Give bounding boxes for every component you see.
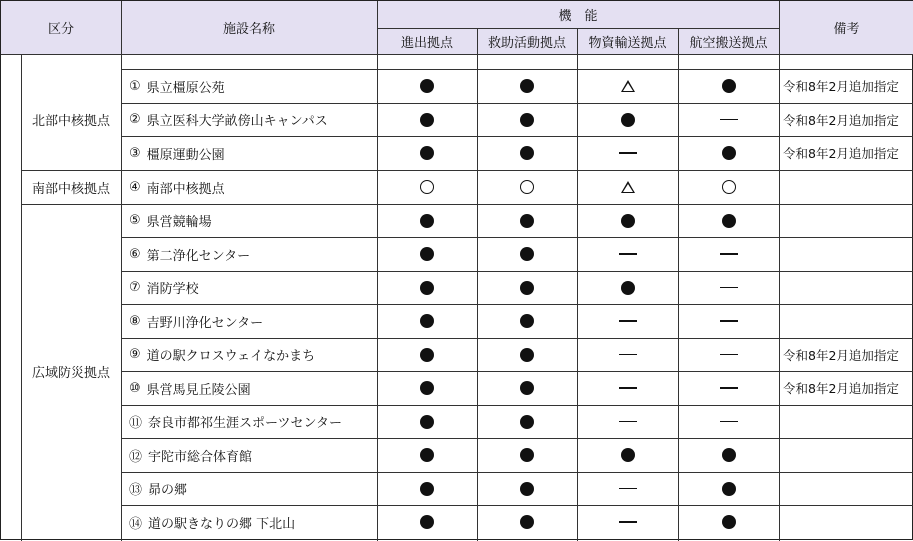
note-cell: [779, 304, 913, 338]
filled-circle-icon: [722, 448, 736, 462]
facility-number: ⑩: [129, 380, 141, 396]
function-mark-cell: [678, 338, 779, 371]
function-mark-cell: [577, 170, 678, 204]
filled-circle-icon: [420, 515, 434, 529]
facility-name: [121, 204, 377, 237]
filled-circle-icon: [520, 415, 534, 429]
note-cell: [779, 405, 913, 438]
dash-icon: [619, 488, 637, 490]
grid-line: [121, 438, 913, 439]
function-mark-cell: [678, 472, 779, 505]
function-mark-cell: [377, 405, 477, 438]
dash-icon: [720, 354, 738, 356]
facility-name: [121, 472, 377, 505]
facility-label: 消防学校: [146, 282, 199, 297]
function-mark-cell: [678, 505, 779, 539]
facility-label: 県立医科大学畝傍山キャンパス: [146, 114, 328, 129]
function-mark-cell: [577, 338, 678, 371]
note-cell: [779, 505, 913, 539]
function-mark-cell: [678, 103, 779, 136]
filled-circle-icon: [621, 214, 635, 228]
filled-circle-icon: [520, 314, 534, 328]
filled-circle-icon: [420, 113, 434, 127]
grid-line: [21, 204, 121, 205]
header-function: 機 能: [558, 9, 598, 24]
function-mark-cell: [678, 438, 779, 472]
note-cell: 令和8年2月追加指定: [783, 79, 899, 94]
function-mark-cell: [678, 136, 779, 170]
grid-line: [121, 170, 913, 171]
header-note: 備考: [833, 22, 860, 37]
filled-circle-icon: [520, 281, 534, 295]
grid-line: [21, 170, 121, 171]
function-mark-cell: [577, 505, 678, 539]
note-cell: 令和8年2月追加指定: [783, 146, 899, 161]
facility-name: [121, 405, 377, 438]
filled-circle-icon: [520, 348, 534, 362]
function-mark-cell: [377, 204, 477, 237]
facility-number: ⑪: [129, 416, 143, 431]
header-category: 区分: [47, 22, 74, 37]
facility-number: ⑭: [129, 516, 143, 532]
open-circle-icon: [520, 180, 534, 194]
header-function-supply: 物資輸送拠点: [588, 35, 667, 51]
facility-number: ⑬: [129, 483, 143, 498]
facility-label: 県立橿原公苑: [146, 80, 225, 96]
triangle-icon: [621, 80, 635, 92]
filled-circle-icon: [520, 448, 534, 462]
filled-circle-icon: [621, 281, 635, 295]
filled-circle-icon: [621, 448, 635, 462]
header-facility-name: 施設名称: [222, 22, 275, 37]
function-mark-cell: [678, 304, 779, 338]
grid-line: [121, 103, 913, 104]
note-cell: [779, 204, 913, 237]
facility-name: [121, 338, 377, 371]
dash-icon: [720, 287, 738, 289]
function-mark-cell: [577, 438, 678, 472]
function-mark-cell: [477, 69, 577, 103]
function-mark-cell: [577, 204, 678, 237]
function-mark-cell: [678, 237, 779, 271]
function-mark-cell: [477, 271, 577, 304]
dash-icon: [720, 387, 738, 389]
facility-label: 道の駅クロスウェイなかまち: [146, 349, 316, 364]
triangle-icon: [621, 181, 635, 193]
filled-circle-icon: [722, 482, 736, 496]
grid-line: [678, 28, 679, 541]
function-mark-cell: [377, 472, 477, 505]
filled-circle-icon: [420, 415, 434, 429]
filled-circle-icon: [520, 113, 534, 127]
facility-name: [121, 237, 377, 271]
function-mark-cell: [577, 371, 678, 405]
function-mark-cell: [678, 271, 779, 304]
function-mark-cell: [577, 405, 678, 438]
dash-icon: [619, 421, 637, 423]
function-mark-cell: [377, 304, 477, 338]
filled-circle-icon: [420, 314, 434, 328]
function-mark-cell: [377, 371, 477, 405]
facility-number: ③: [129, 145, 141, 161]
dash-icon: [720, 320, 738, 322]
group-label-wide-area: 広域防災拠点: [31, 366, 110, 381]
dash-icon: [619, 320, 637, 322]
grid-line: [377, 28, 779, 29]
function-mark-cell: [577, 271, 678, 304]
dash-icon: [619, 387, 637, 389]
dash-icon: [619, 253, 637, 255]
filled-circle-icon: [520, 79, 534, 93]
filled-circle-icon: [520, 515, 534, 529]
note-cell: [779, 472, 913, 505]
filled-circle-icon: [420, 146, 434, 160]
group-label-north: 北部中核拠点: [31, 114, 110, 129]
filled-circle-icon: [420, 348, 434, 362]
facility-name: [121, 170, 377, 204]
facility-name: [121, 505, 377, 539]
function-mark-cell: [477, 472, 577, 505]
header-function-rescue: 救助活動拠点: [487, 35, 566, 51]
dash-icon: [720, 119, 738, 121]
facility-label: 昴の郷: [148, 483, 188, 498]
filled-circle-icon: [420, 247, 434, 261]
grid-line: [121, 271, 913, 272]
header-function-advance: 進出拠点: [400, 35, 453, 51]
grid-line: [121, 472, 913, 473]
grid-line: [1, 54, 913, 55]
function-mark-cell: [377, 505, 477, 539]
grid-line: [577, 28, 578, 541]
grid-line: [121, 505, 913, 506]
function-mark-cell: [577, 136, 678, 170]
facility-name: [121, 271, 377, 304]
filled-circle-icon: [520, 146, 534, 160]
facility-label: 第二浄化センター: [146, 248, 251, 264]
function-mark-cell: [477, 237, 577, 271]
grid-line: [121, 204, 913, 205]
facility-label: 道の駅きなりの郷 下北山: [148, 516, 296, 532]
facility-number: ⑤: [129, 213, 141, 228]
facility-name: [121, 136, 377, 170]
filled-circle-icon: [722, 515, 736, 529]
function-mark-cell: [477, 438, 577, 472]
function-mark-cell: [678, 204, 779, 237]
facility-number: ⑨: [129, 347, 141, 362]
grid-line: [121, 405, 913, 406]
filled-circle-icon: [722, 146, 736, 160]
function-mark-cell: [377, 438, 477, 472]
facility-name: [121, 371, 377, 405]
function-mark-cell: [577, 103, 678, 136]
note-cell: [779, 237, 913, 271]
grid-line: [477, 28, 478, 541]
facility-number: ⑫: [129, 449, 143, 465]
filled-circle-icon: [520, 214, 534, 228]
facility-number: ⑧: [129, 313, 141, 329]
function-mark-cell: [477, 338, 577, 371]
group-label-south: 南部中核拠点: [31, 181, 110, 197]
function-mark-cell: [678, 371, 779, 405]
note-cell: [779, 271, 913, 304]
filled-circle-icon: [722, 214, 736, 228]
function-mark-cell: [377, 69, 477, 103]
grid-line: [121, 69, 913, 70]
facility-number: ②: [129, 112, 141, 127]
function-mark-cell: [678, 69, 779, 103]
function-mark-cell: [377, 237, 477, 271]
open-circle-icon: [420, 180, 434, 194]
dash-icon: [619, 152, 637, 154]
dash-icon: [619, 521, 637, 523]
function-mark-cell: [377, 136, 477, 170]
facility-label: 宇陀市総合体育館: [148, 449, 253, 465]
filled-circle-icon: [420, 79, 434, 93]
function-mark-cell: [477, 103, 577, 136]
facility-number: ⑦: [129, 280, 141, 295]
function-mark-cell: [477, 405, 577, 438]
note-cell: 令和8年2月追加指定: [783, 112, 899, 128]
function-mark-cell: [477, 304, 577, 338]
grid-line: [121, 371, 913, 372]
filled-circle-icon: [520, 247, 534, 261]
function-mark-cell: [477, 371, 577, 405]
facility-name: [121, 438, 377, 472]
facility-name: [121, 304, 377, 338]
function-mark-cell: [377, 103, 477, 136]
function-mark-cell: [577, 472, 678, 505]
filled-circle-icon: [722, 79, 736, 93]
grid-line: [21, 54, 22, 541]
dash-icon: [720, 253, 738, 255]
facility-label: 吉野川浄化センター: [146, 315, 264, 331]
grid-line: [121, 237, 913, 238]
grid-line: [121, 304, 913, 305]
function-mark-cell: [577, 304, 678, 338]
open-circle-icon: [722, 180, 736, 194]
note-cell: [779, 170, 913, 204]
function-mark-cell: [577, 69, 678, 103]
note-cell: [779, 438, 913, 472]
facility-label: 県営馬見丘陵公園: [146, 382, 251, 398]
dash-icon: [720, 421, 738, 423]
function-mark-cell: [477, 170, 577, 204]
facility-label: 南部中核拠点: [146, 181, 225, 197]
facility-label: 奈良市都祁生涯スポーツセンター: [148, 416, 342, 431]
function-mark-cell: [377, 338, 477, 371]
note-cell: 令和8年2月追加指定: [783, 347, 899, 363]
function-mark-cell: [377, 170, 477, 204]
note-cell: 令和8年2月追加指定: [783, 381, 899, 396]
facility-name: [121, 69, 377, 103]
dash-icon: [619, 354, 637, 356]
function-mark-cell: [477, 204, 577, 237]
facility-number: ④: [129, 179, 141, 195]
filled-circle-icon: [420, 448, 434, 462]
function-mark-cell: [577, 237, 678, 271]
header-function-air: 航空搬送拠点: [689, 35, 768, 51]
facility-label: 橿原運動公園: [146, 147, 225, 163]
filled-circle-icon: [621, 113, 635, 127]
filled-circle-icon: [420, 214, 434, 228]
function-mark-cell: [377, 271, 477, 304]
function-mark-cell: [477, 505, 577, 539]
facility-name: [121, 103, 377, 136]
filled-circle-icon: [420, 281, 434, 295]
filled-circle-icon: [420, 381, 434, 395]
facility-number: ⑥: [129, 246, 141, 262]
filled-circle-icon: [520, 381, 534, 395]
function-mark-cell: [477, 136, 577, 170]
grid-line: [121, 136, 913, 137]
filled-circle-icon: [520, 482, 534, 496]
filled-circle-icon: [420, 482, 434, 496]
facility-label: 県営競輪場: [146, 215, 212, 230]
facility-number: ①: [129, 78, 141, 94]
function-mark-cell: [678, 170, 779, 204]
function-mark-cell: [678, 405, 779, 438]
grid-line: [121, 338, 913, 339]
